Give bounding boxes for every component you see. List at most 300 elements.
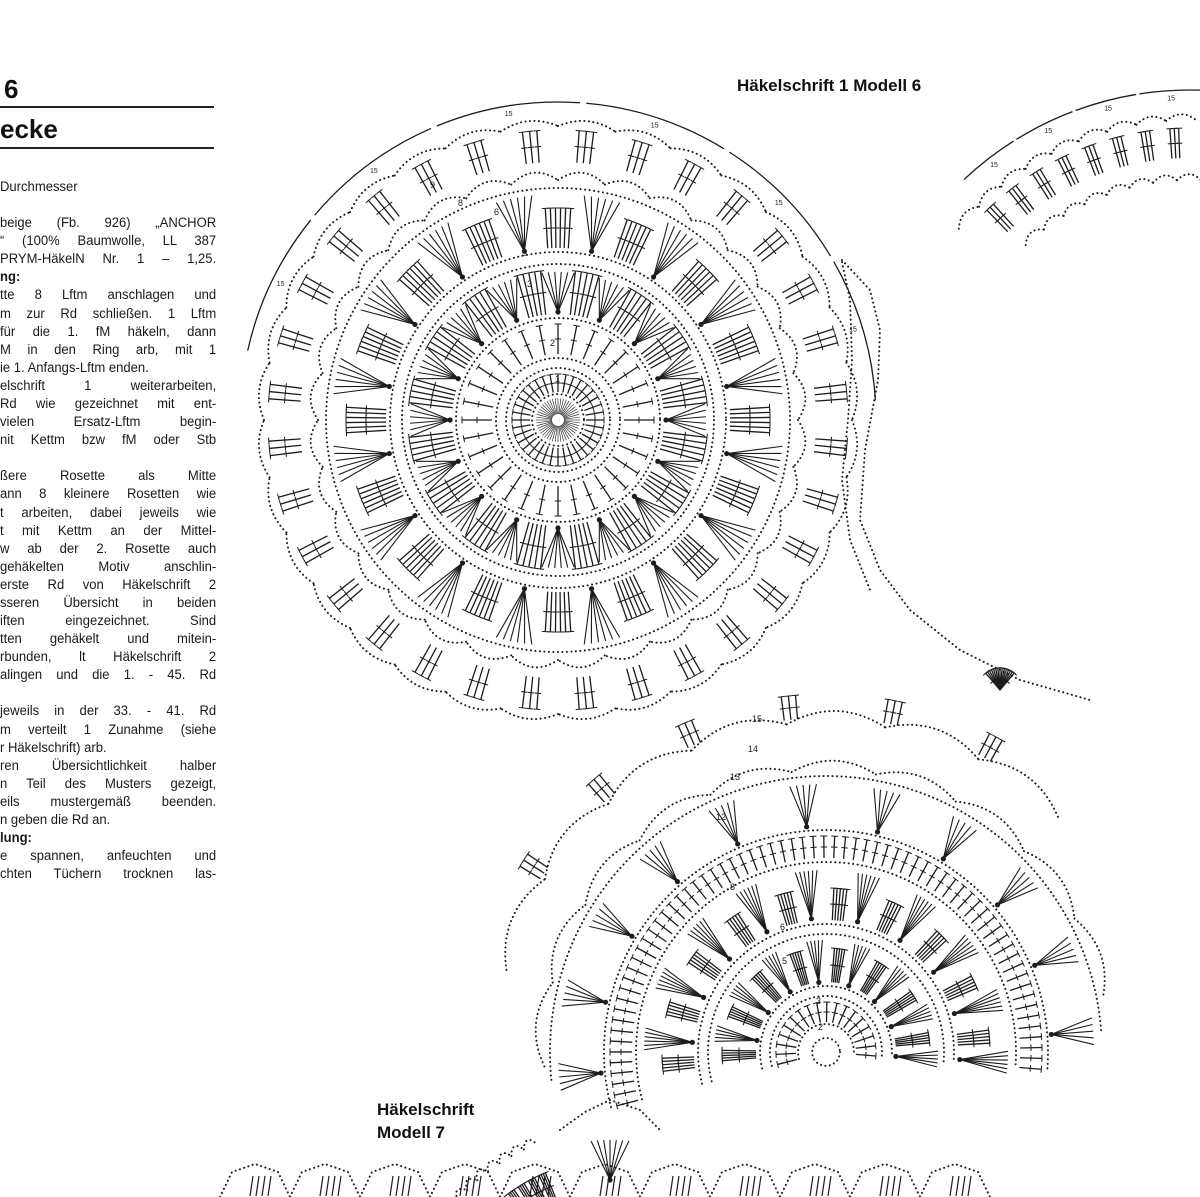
stitch-cap: [706, 440, 707, 447]
bottom-scallop: [360, 1164, 430, 1197]
text-line: vielen Ersatz-Lftm begin-: [0, 414, 217, 431]
fan-point: [941, 856, 946, 861]
fan-point: [651, 560, 656, 565]
picot-scallop: [803, 533, 830, 584]
fan-stitch: [634, 496, 655, 531]
stitch-bar: [865, 1044, 866, 1050]
picot-scallop: [511, 1146, 524, 1156]
stitch-bar: [510, 486, 515, 490]
stitch-cap: [651, 398, 652, 405]
round-number-label: 6: [780, 922, 786, 932]
center-stitch: [564, 421, 580, 423]
stitch-cap: [708, 868, 714, 872]
stitch-cap: [706, 393, 707, 400]
fan-point: [855, 919, 860, 924]
stitch-bar: [830, 450, 831, 456]
center-stitch: [559, 426, 561, 442]
fan-stitch: [1035, 943, 1071, 965]
text-line: Rd wie gezeichnet mit ent-: [0, 396, 217, 413]
stitch-cap: [883, 965, 889, 969]
picot-scallop: [319, 467, 336, 512]
stitch-cap: [636, 470, 640, 476]
bottom-stitch: [950, 1176, 953, 1196]
picot-scallop: [803, 257, 830, 308]
fan-stitch: [997, 877, 1029, 904]
text-line: lung:: [0, 830, 32, 847]
stitch-bar: [582, 147, 588, 148]
fan-stitch: [425, 461, 458, 485]
fan-stitch: [425, 354, 458, 378]
bottom-stitch: [752, 1176, 755, 1196]
bottom-stitch: [612, 1176, 615, 1196]
stitch-bar: [655, 933, 659, 938]
stitch-cap: [519, 132, 526, 133]
picot-scallop: [268, 477, 286, 532]
text-line: chten Tüchern trocknen las-: [0, 866, 217, 883]
stitch-bar: [990, 930, 994, 935]
bottom-stitch: [600, 1176, 603, 1196]
picot-scallop: [268, 308, 286, 363]
text-line: eils mustergemäß beenden.: [0, 793, 217, 810]
stitch-cap: [935, 865, 941, 869]
stitch-cap: [845, 381, 846, 388]
fan-stitch: [610, 1140, 623, 1180]
picot-scallop: [1026, 229, 1044, 245]
stitch-cap: [435, 329, 439, 335]
picot-scallop: [780, 467, 797, 512]
fan-stitch: [603, 903, 632, 936]
arc-count-label: 15: [1044, 128, 1053, 136]
stitch-bar: [489, 462, 493, 467]
bottom-stitch: [390, 1176, 393, 1196]
round-number-label: 15: [752, 714, 763, 724]
fan-point: [632, 494, 637, 499]
stitch-bar: [624, 462, 628, 467]
stitch-cap: [583, 131, 590, 132]
picot-scallop: [692, 720, 787, 750]
stitch-bar: [285, 444, 286, 450]
stitch-bar: [637, 401, 638, 407]
model-7-diagram-fragment: [220, 1100, 990, 1197]
picot-scallop: [558, 121, 615, 132]
fan-point: [952, 1011, 957, 1016]
small-rosette-diagram: [505, 695, 1104, 1109]
stitch-cap: [531, 568, 538, 569]
stitch-bar: [780, 851, 786, 852]
stitch-bar: [1030, 1065, 1031, 1071]
stitch-cap: [467, 539, 473, 543]
fan-point: [931, 970, 936, 975]
stitch-cap: [463, 435, 464, 442]
arc-count-label: 15: [1104, 105, 1112, 113]
bottom-stitch: [408, 1176, 411, 1196]
fan-point: [479, 494, 484, 499]
round-number-label: 5: [522, 248, 528, 258]
text-line: m verteilt 1 Zunahme (siehe: [0, 721, 217, 738]
outer-arc: [1016, 112, 1072, 140]
stitch-bar: [1025, 1004, 1026, 1010]
fan-stitch: [748, 888, 767, 932]
fan-stitch: [496, 203, 524, 252]
fan-point: [632, 341, 637, 346]
stitch-cap: [269, 438, 270, 445]
stitch-cap: [633, 546, 639, 550]
stitch-bar: [478, 401, 479, 407]
fan-stitch: [727, 372, 779, 386]
text-line: beige (Fb. 926) „ANCHOR: [0, 215, 217, 232]
stitch-cap: [525, 272, 532, 273]
chart-1-title: Häkelschrift 1 Modell 6: [737, 76, 922, 95]
stitch-cap: [640, 935, 644, 941]
fan-point: [456, 459, 461, 464]
fan-stitch: [492, 287, 516, 320]
stitch-bar: [622, 1069, 623, 1075]
fan-point: [522, 586, 527, 591]
stitch-cap: [846, 445, 847, 452]
stitch-bar: [786, 1043, 787, 1049]
fan-point: [957, 1057, 962, 1062]
fan-stitch: [654, 223, 669, 277]
picot-scallop: [552, 905, 586, 983]
picot-scallop: [1136, 117, 1166, 125]
stitch-cap: [269, 445, 270, 452]
fan-point: [655, 376, 660, 381]
round-7: [326, 188, 790, 652]
stitch-bar: [622, 1028, 623, 1034]
fan-point: [412, 513, 417, 518]
stitch-bar: [521, 410, 522, 416]
fan-stitch: [997, 888, 1037, 905]
picot-scallop: [1052, 140, 1079, 154]
fan-point: [460, 274, 465, 279]
picot-scallop: [311, 373, 323, 420]
stitch-cap: [638, 293, 644, 297]
stitch-bar: [430, 432, 431, 438]
stitch-cap: [409, 440, 410, 447]
fan-stitch: [701, 516, 755, 531]
picot-scallop: [605, 181, 650, 198]
picot-scallop: [1177, 174, 1200, 180]
fan-stitch: [448, 563, 463, 617]
stitch-cap: [536, 325, 543, 326]
stitch-cap: [735, 912, 741, 916]
stitch-cap: [845, 452, 846, 459]
stitch-bar: [791, 907, 797, 908]
stitch-cap: [431, 334, 435, 340]
picot-scallop: [259, 420, 270, 477]
stitch-bar: [830, 444, 831, 450]
picot-scallop: [728, 553, 758, 589]
stitch-bar: [897, 713, 903, 714]
fan-stitch: [640, 859, 677, 882]
stitch-cap: [525, 566, 532, 567]
stitch-bar: [623, 1080, 624, 1086]
stitch-cap: [847, 395, 848, 402]
fan-point: [479, 341, 484, 346]
stitch-cap: [269, 395, 270, 402]
joining-chain: [842, 262, 870, 590]
stitch-cap: [512, 425, 513, 432]
bottom-stitch: [320, 1176, 323, 1196]
fan-stitch: [524, 196, 531, 252]
picot-scallop: [1107, 122, 1136, 132]
stitch-cap: [681, 334, 685, 340]
fan-stitch: [361, 516, 415, 531]
bottom-stitch: [898, 1176, 901, 1196]
text-line: erste Rd von Häkelschrift 2: [0, 576, 217, 593]
text-line: iften eingezeichnet. Sind: [0, 613, 217, 630]
stitch-cap: [526, 708, 533, 709]
stitch-cap: [537, 271, 544, 272]
picot-scallop: [286, 257, 313, 308]
fan-stitch: [900, 897, 921, 941]
round-number-label: 8: [458, 198, 464, 208]
picot-scallop: [1079, 130, 1107, 142]
picot-scallop: [721, 176, 766, 213]
stitch-cap: [684, 339, 688, 345]
stitch-cap: [428, 339, 432, 345]
picot-scallop: [501, 121, 558, 132]
picot-scallop: [885, 725, 978, 760]
text-line: sseren Übersicht in beiden: [0, 594, 217, 611]
stitch-cap: [519, 707, 526, 708]
fan-stitch: [634, 322, 669, 343]
fan-stitch: [715, 1040, 757, 1041]
stitch-bar: [540, 292, 546, 293]
bottom-stitch: [250, 1176, 253, 1196]
text-line: t arbeiten, dabei jeweils wie: [0, 504, 217, 521]
stitch-cap: [677, 505, 681, 511]
bottom-scallop: [290, 1164, 360, 1197]
round-number-label: 3: [527, 279, 533, 289]
stitch-bar: [883, 711, 889, 712]
model-number: 6: [4, 74, 19, 104]
picot-scallop: [1064, 203, 1085, 216]
fan-stitch: [934, 949, 976, 972]
picot-scallop: [1107, 185, 1130, 195]
arc-count-label: 15: [774, 200, 783, 208]
fan-point: [589, 249, 594, 254]
stitch-cap: [876, 1053, 877, 1060]
picot-scallop: [511, 173, 558, 185]
stitch-cap: [477, 290, 483, 294]
stitch-cap: [608, 338, 614, 342]
bottom-stitch: [618, 1176, 621, 1196]
bottom-stitch: [332, 1176, 335, 1196]
fan-stitch: [634, 309, 655, 344]
stitch-cap: [269, 388, 270, 395]
fan-stitch: [341, 454, 390, 482]
fan-point: [387, 451, 392, 456]
arc-count-label: 15: [504, 110, 513, 118]
stitch-bar: [571, 340, 577, 341]
fan-point: [655, 459, 660, 464]
stitch-bar: [793, 707, 799, 708]
fan-point: [663, 417, 668, 422]
stitch-cap: [875, 1042, 876, 1049]
stitch-bar: [528, 147, 534, 148]
fan-stitch: [727, 454, 776, 482]
center-ring: [812, 1038, 840, 1066]
stitch-cap: [847, 438, 848, 445]
stitch-bar: [790, 849, 796, 850]
stitch-bar: [830, 390, 831, 396]
picot-scallop: [728, 250, 758, 286]
stitch-cap: [572, 569, 579, 570]
stitch-cap: [684, 495, 688, 501]
picot-scallop: [605, 642, 650, 659]
joining-chain: [842, 260, 1090, 700]
round-number-label: 13: [730, 772, 741, 782]
fan-stitch: [592, 203, 620, 252]
picot-scallop: [311, 420, 323, 467]
picot-scallop: [558, 708, 615, 719]
bottom-stitch: [968, 1176, 971, 1196]
text-line: n geben die Rd an.: [0, 812, 111, 828]
bottom-stitch: [396, 1176, 399, 1196]
picot-scallop: [691, 590, 727, 620]
arc-count-label: 15: [1167, 95, 1176, 103]
text-line: ng:: [0, 269, 21, 286]
stitch-bar: [521, 423, 522, 429]
bottom-stitch: [886, 1176, 889, 1196]
bottom-stitch: [338, 1176, 341, 1196]
stitch-cap: [409, 393, 410, 400]
stitch-cap: [842, 837, 849, 838]
picot-scallop: [466, 642, 511, 659]
picot-scallop: [671, 148, 722, 175]
bottom-scallop: [710, 1164, 780, 1197]
fan-point: [460, 560, 465, 565]
picot-scallop: [319, 328, 336, 373]
chart-2-title-line-1: Häkelschrift: [377, 1100, 475, 1119]
fan-stitch: [727, 454, 779, 468]
stitch-cap: [638, 543, 644, 547]
fan-stitch: [900, 895, 917, 941]
picot-scallop: [711, 769, 792, 795]
stitch-cap: [929, 1039, 930, 1046]
stitch-bar: [570, 547, 576, 548]
fan-stitch: [900, 904, 932, 940]
picot-scallop: [1166, 114, 1196, 121]
fan-stitch: [891, 1011, 930, 1026]
picot-scallop: [358, 250, 388, 286]
bottom-stitch: [758, 1176, 761, 1196]
fan-stitch: [334, 386, 390, 393]
round-number-label: 2: [550, 338, 556, 348]
fan-stitch: [729, 995, 768, 1012]
center-stitch: [564, 417, 580, 419]
fan-point: [816, 980, 821, 985]
bottom-stitch: [828, 1176, 831, 1196]
bottom-stitch: [962, 1176, 965, 1196]
bottom-stitch: [746, 1176, 749, 1196]
picot-scallop: [787, 711, 886, 727]
picot-scallop: [545, 804, 609, 879]
stitch-bar: [685, 402, 686, 408]
fan-point: [724, 451, 729, 456]
fan-stitch: [659, 980, 704, 998]
fan-stitch: [597, 1140, 610, 1180]
picot-scallop: [1074, 919, 1104, 998]
fan-point: [589, 586, 594, 591]
stitch-bar: [841, 848, 847, 849]
bottom-stitch: [810, 1176, 813, 1196]
fan-point: [555, 525, 560, 530]
fan-point: [897, 938, 902, 943]
bottom-stitch: [326, 1176, 329, 1196]
bottom-scallop: [920, 1164, 990, 1197]
stitch-cap: [512, 409, 513, 416]
center-stitch: [555, 398, 557, 414]
bottom-stitch: [740, 1176, 743, 1196]
stitch-bar: [521, 692, 527, 693]
stitch-cap: [476, 364, 480, 370]
fan-stitch: [727, 446, 783, 453]
round-number-label: 1: [555, 374, 561, 384]
stitch-bar: [548, 456, 554, 457]
stitch-bar: [1029, 1024, 1030, 1030]
picot-scallop: [1001, 169, 1025, 187]
stitch-cap: [699, 873, 705, 877]
fan-stitch: [646, 1028, 693, 1042]
bottom-stitch: [892, 1176, 895, 1196]
stitch-bar: [847, 1018, 852, 1022]
stitch-cap: [435, 505, 439, 511]
stitch-bar: [510, 351, 515, 355]
stitch-cap: [533, 131, 540, 132]
fan-point: [1032, 963, 1037, 968]
stitch-bar: [1027, 1014, 1028, 1020]
stitch-cap: [270, 452, 271, 459]
picot-scallop: [609, 751, 692, 804]
fan-point: [651, 274, 656, 279]
fan-point: [597, 517, 602, 522]
text-line: M in den Ring arb, mit 1: [0, 341, 217, 358]
arc-count-label: 15: [369, 168, 378, 176]
picot-scallop: [1153, 175, 1177, 182]
fan-stitch: [592, 199, 606, 251]
fan-stitch: [727, 358, 776, 386]
text-line: für die 1. fM häkeln, dann: [0, 323, 217, 340]
picot-scallop: [558, 173, 605, 185]
fan-point: [675, 879, 680, 884]
fan-stitch: [701, 310, 755, 325]
stitch-cap: [853, 838, 860, 839]
fan-stitch: [819, 940, 823, 982]
fan-stitch: [447, 322, 482, 343]
round-number-label: 12: [716, 812, 727, 822]
fan-point: [764, 929, 769, 934]
outer-arc: [1139, 90, 1200, 94]
fan-stitch: [878, 794, 901, 832]
stitch-bar: [588, 692, 594, 693]
stitch-cap: [563, 374, 570, 375]
stitch-bar: [996, 938, 999, 943]
stitch-cap: [472, 543, 478, 547]
picot-scallop: [846, 363, 857, 420]
text-line: w ab der 2. Rosette auch: [0, 540, 217, 557]
stitch-bar: [548, 383, 554, 384]
bottom-stitch: [478, 1176, 481, 1196]
fan-stitch: [645, 854, 678, 881]
picot-scallop: [615, 692, 670, 710]
stitch-cap: [526, 131, 533, 132]
stitch-cap: [576, 709, 583, 710]
fan-point: [387, 384, 392, 389]
picot-scallop: [671, 665, 722, 692]
stitch-cap: [547, 465, 554, 466]
